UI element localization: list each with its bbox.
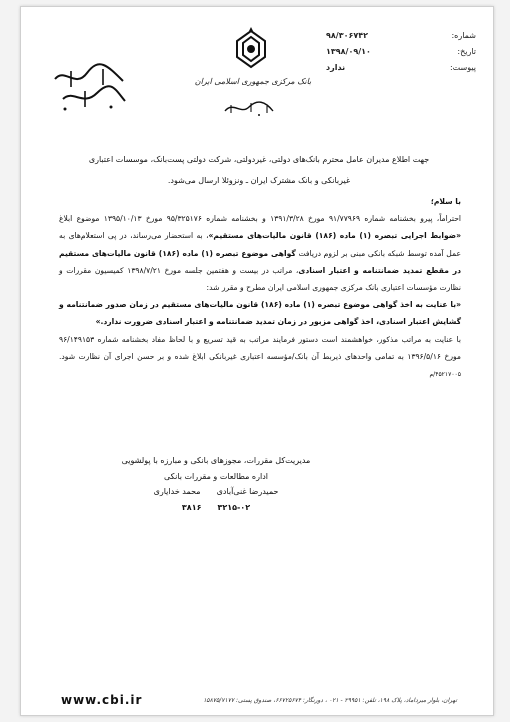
p1-part-a: احتراماً، پیرو بخشنامه شماره ۹۱/۷۷۹۶۹ مورخ ۱۳۹۱/۳/۲۸ و بخشنامه شماره ۹۵/۳۲۵۱۷۶ مورخ ۱۳۹۵/۱۰/۱۳ موضوع ابلاغ xyxy=(59,214,462,224)
signer-names xyxy=(116,484,316,500)
greeting: با سلام؛ xyxy=(430,197,461,206)
signer-name-2: محمد خدایاری xyxy=(153,487,201,496)
date-value: ۱۳۹۸/۰۹/۱۰ xyxy=(326,46,371,56)
number-label: شماره: xyxy=(451,30,476,40)
central-bank-logo-icon xyxy=(221,27,281,75)
website-url: www.cbi.ir xyxy=(61,693,143,707)
attachment-row xyxy=(326,59,476,75)
p1-part-b: «ضوابط اجرایی تبصره (۱) ماده (۱۸۶) قانون مالیات‌های مستقیم» xyxy=(208,231,461,241)
date-label: تاریخ: xyxy=(457,46,476,56)
letter-page xyxy=(20,6,494,716)
attachment-label: پیوست: xyxy=(449,62,476,72)
reference-code: ۴۵۲۱۷۰۰۵/م xyxy=(429,371,461,379)
signer-name-1: حمیدرضا غنی‌آبادی xyxy=(216,487,279,496)
signer-extensions xyxy=(116,500,316,516)
commission-decision: «با عنایت به اخذ گواهی موضوع تبصره (۱) ماده (۱۸۶) قانون مالیات‌های مستقیم در زمان صدور ضمانتنامه و گشایش اعتبار اسنادی، اخذ گواهی مزبور در زمان تمدید ضمانتنامه و اعتبار اسنادی ضرورت ندارد.» xyxy=(59,300,461,327)
signer-office: اداره مطالعات و مقررات بانکی xyxy=(164,471,268,481)
paragraph-2 xyxy=(59,331,461,384)
p1-part-e: ، مراتب در بیست و هفتمین جلسه مورخ ۱۳۹۸/۷/۲۱ کمیسیون مقررات و نظارت مؤسسات اعتباری بانک مرکزی جمهوری اسلامی ایران مطرح و مقرر شد: xyxy=(59,265,461,293)
intro-line-2: غیربانکی و بانک مشترک ایران ـ ونزوئلا ارسال می‌شود. xyxy=(167,176,351,185)
intro-line-1: جهت اطلاع مدیران عامل محترم بانک‌های دولتی، غیردولتی، شرکت دولتی پست‌بانک، موسسات اعتباری xyxy=(88,155,430,164)
paragraph-1 xyxy=(59,210,461,296)
bank-name: بانک مرکزی جمهوری اسلامی ایران xyxy=(194,77,312,86)
recipients-intro xyxy=(61,149,457,191)
date-row xyxy=(326,43,476,59)
p2-text: با عنایت به مراتب مذکور، خواهشمند است دستور فرمایند مراتب به قید تسریع و با لحاظ مفاد بخشنامه شماره ۹۶/۱۴۹۱۵۳ مورخ ۱۳۹۶/۵/۱۶ به تمامی واحدهای ذیربط آن بانک/مؤسسه اعتباری غیربانکی ابلاغ شده و بر حسن اجرای آن نظارت شود. xyxy=(59,334,461,361)
basmala-icon xyxy=(221,97,281,119)
p1-part-d: گواهی موضوع تبصره (۱) ماده (۱۸۶) قانون مالیات‌های مستقیم در مقطع تمدید ضمانتنامه و اعتبار اسنادی xyxy=(59,248,462,275)
number-row xyxy=(326,27,476,43)
signature-block xyxy=(116,453,316,515)
year-slogan-icon xyxy=(45,59,135,119)
signer-ext-2: ۳۸۱۶ xyxy=(181,502,202,512)
p1-part-c: ، به استحضار می‌رساند، در پی استعلام‌های به عمل آمده توسط شبکه بانکی مبنی بر لزوم دریافت xyxy=(59,231,461,258)
signer-department: مدیریت‌کل مقررات، مجوزهای بانکی و مبارزه با پولشویی xyxy=(121,456,311,465)
number-value: ۹۸/۳۰۶۷۴۲ xyxy=(326,30,368,40)
letter-body xyxy=(59,193,461,383)
letter-meta xyxy=(326,27,476,75)
bank-address: تهران، بلوار میرداماد، پلاک ۱۹۸، تلفن: ۲۹۹۵۱ - ۰۲۱ ، دورنگار: ۶۶۷۲۵۶۷۴، صندوق پستی: ۱۵۸۷۵/۷۱۷۷ xyxy=(203,696,457,704)
letter-footer xyxy=(61,693,457,707)
attachment-value: ندارد xyxy=(326,62,346,72)
signer-ext-1: ۳۲۱۵-۰۲ xyxy=(217,502,251,512)
